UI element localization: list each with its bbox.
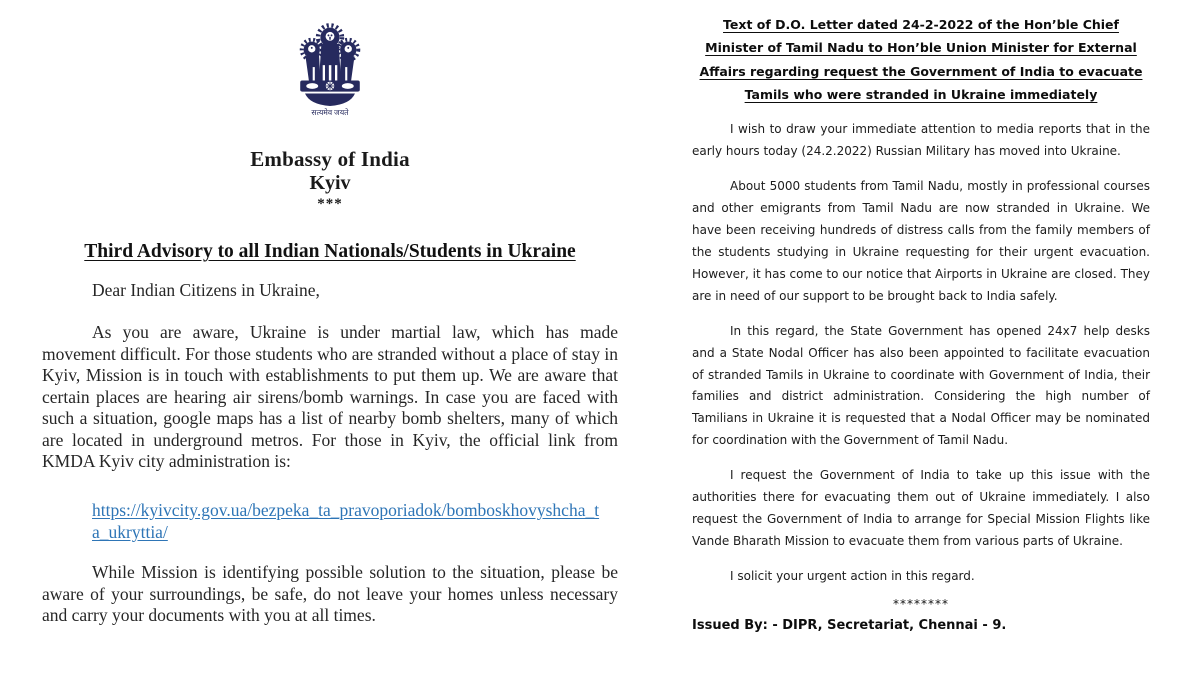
- salutation: Dear Indian Citizens in Ukraine,: [92, 280, 320, 300]
- advisory-paragraph-2: While Mission is identifying possible solution to the situation, please be aware of your surroundings, be safe, do not leave your homes unless necessary and carry your documents with you at all times.: [42, 562, 618, 626]
- kyiv-shelters-link[interactable]: https://kyivcity.gov.ua/bezpeka_ta_pravoporiadok/bomboskhovyshcha_ta_ukryttia/: [92, 499, 600, 542]
- stars-separator: ***: [317, 196, 343, 212]
- asterisk-separator: ********: [893, 597, 949, 612]
- do-letter-page: [692, 13, 1150, 633]
- letter-paragraph-2: About 5000 students from Tamil Nadu, mostly in professional courses and other emigrants from Tamil Nadu are now stranded in Ukraine. We have been receiving hundreds of distress calls from the family members of the students studying in Ukraine requesting for their urgent evacuation. However, it has come to our notice that Airports in Ukraine are closed. They are in need of our support to be brought back to India safely.: [692, 178, 1150, 303]
- letter-title: Text of D.O. Letter dated 24-2-2022 of the Hon’ble Chief Minister of Tamil Nadu to Hon’ble Union Minister for External Affairs regarding request the Government of India to evacuate Tamils who were stranded in Ukraine immediately: [699, 17, 1143, 102]
- embassy-advisory-page: [42, 20, 618, 627]
- emblem-container: [42, 20, 618, 123]
- state-emblem-of-india-icon: [295, 20, 365, 118]
- emblem-motto: सत्यमेव जयते: [311, 108, 349, 118]
- embassy-name: Embassy of India: [250, 147, 410, 171]
- advisory-title: Third Advisory to all Indian Nationals/Students in Ukraine: [84, 241, 576, 262]
- embassy-city: Kyiv: [309, 172, 351, 194]
- letter-paragraph-3: In this regard, the State Government has opened 24x7 help desks and a State Nodal Officer has also been appointed to facilitate evacuation of stranded Tamils in Ukraine to coordinate with Government of India, their families and district administration. Considering the high number of Tamilians in Ukraine it is requested that a Nodal Officer may be nominated for coordination with the Government of Tamil Nadu.: [692, 323, 1150, 448]
- letter-paragraph-5: I solicit your urgent action in this regard.: [730, 569, 975, 584]
- issued-by-line: Issued By: - DIPR, Secretariat, Chennai - 9.: [692, 618, 1007, 634]
- letter-paragraph-1: I wish to draw your immediate attention to media reports that in the early hours today (24.2.2022) Russian Military has moved into Ukraine.: [692, 122, 1150, 158]
- letter-paragraph-4: I request the Government of India to take up this issue with the authorities there for evacuating them out of Ukraine immediately. I also request the Government of India to arrange for Special Mission Flights like Vande Bharath Mission to evacuate them from various parts of Ukraine.: [692, 468, 1150, 549]
- advisory-paragraph-1: As you are aware, Ukraine is under martial law, which has made movement difficult. For those students who are stranded without a place of stay in Kyiv, Mission is in touch with establishments to put them up. We are aware that certain places are hearing air sirens/bomb warnings. In case you are faced with such a situation, google maps has a list of nearby bomb shelters, many of which are located in underground metros. For those in Kyiv, the official link from KMDA Kyiv city administration is:: [42, 322, 618, 472]
- shelter-link-block: [92, 499, 604, 543]
